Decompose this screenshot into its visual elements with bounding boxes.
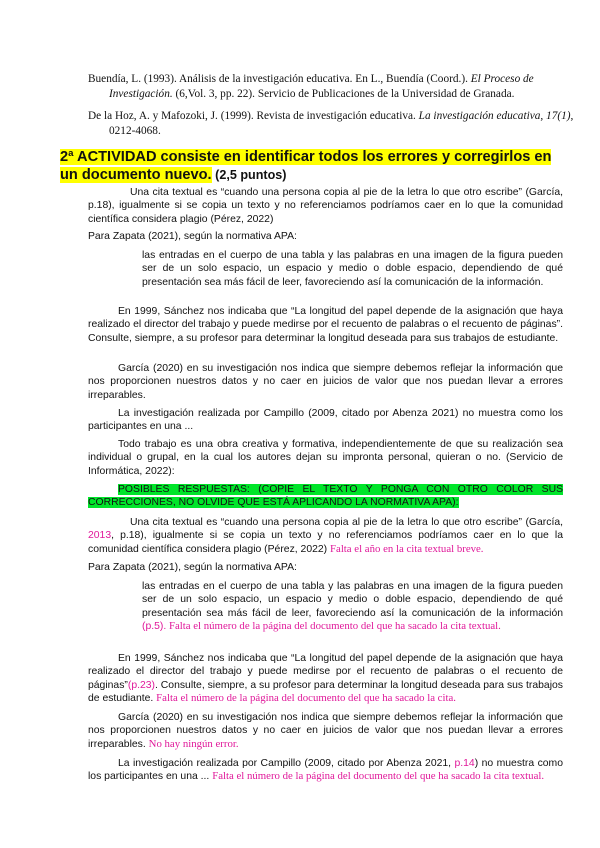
reference-buendia	[88, 72, 587, 102]
original-paragraph-2: Para Zapata (2021), según la normativa APA:	[88, 231, 297, 242]
correction-note: Falta el número de la página del documento del que ha sacado la cita.	[156, 692, 456, 705]
answer-text: Una cita textual es “cuando una persona copia al pie de la letra lo que otro escribe” (García,	[130, 517, 563, 528]
original-block-quote: las entradas en el cuerpo de una tabla y las palabras en una imagen de la figura pueden ser de un solo espacio, un espacio y medio o doble espacio, dependiendo de qué presentación sea más fácil de leer, favoreciendo así la comunicación de la información.	[142, 250, 563, 288]
reference-text: 0212-4068.	[109, 125, 161, 137]
correction-note: No hay ningún error.	[148, 737, 239, 750]
original-paragraph-6: Todo trabajo es una obra creativa y formativa, independientemente de que su realización sea individual o grupal, en la cual los autores dejan su impronta personal, quieran o no. (Servicio de Informática, 2022):	[88, 439, 563, 477]
answer-text: , p.18), igualmente si se copia un texto y no referenciamos podríamos caer en lo que la comunidad científica considera plagio (Pérez, 2022)	[88, 530, 563, 555]
reference-title: El Proceso de Investigación.	[109, 73, 534, 100]
answer-text: ) no muestra como los participantes en una ...	[88, 758, 563, 783]
original-paragraph-5: La investigación realizada por Campillo (2009, citado por Abenza 2021) no muestra como los participantes en una ...	[88, 408, 563, 433]
answer-paragraph-4	[88, 711, 563, 751]
correction-page: (p.23)	[127, 679, 156, 691]
answer-block-quote	[142, 580, 563, 634]
original-paragraph-3: En 1999, Sánchez nos indicaba que “La longitud del papel depende de la asignación que haya realizado el director del trabajo y puede medirse por el recuento de palabras o el recuento de páginas”. Consulte, siempre, a su profesor para determinar la longitud deseada para sus trabajos de estudiante.	[88, 306, 563, 344]
answer-text: La investigación realizada por Campillo (2009, citado por Abenza 2021,	[118, 758, 455, 769]
answer-paragraph-2: Para Zapata (2021), según la normativa APA:	[88, 562, 297, 573]
reference-title: La investigación educativa, 17(1),	[418, 110, 574, 122]
possible-answers-banner	[88, 483, 563, 510]
answer-text: García (2020) en su investigación nos indica que siempre debemos reflejar la información que nos proporcionen nuestros datos y no caer en juicios de valor que nos puedan llevar a errores irreparables.	[88, 712, 563, 750]
reference-text: Buendía, L. (1993). Análisis de la investigación educativa. En L., Buendía (Coord.).	[88, 73, 471, 85]
reference-text: De la Hoz, A. y Mafozoki, J. (1999). Revista de investigación educativa.	[88, 110, 419, 122]
correction-page: p.14	[454, 758, 475, 769]
correction-note: Falta el año en la cita textual breve.	[330, 542, 484, 555]
reference-delahoz	[88, 109, 587, 139]
original-paragraph-4: García (2020) en su investigación nos indica que siempre debemos reflejar la información que nos proporcionen nuestros datos y no caer en juicios de valor que nos puedan llevar a errores irreparables.	[88, 363, 563, 401]
original-paragraph-1: Una cita textual es “cuando una persona copia al pie de la letra lo que otro escribe” (García, p.18), igualmente si se copia un texto y no referenciamos podríamos caer en lo que la comunidad científica considera plagio (Pérez, 2022)	[88, 187, 563, 225]
possible-answers-highlight: POSIBLES RESPUESTAS: (COPIE EL TEXTO Y PONGA CON OTRO COLOR SUS CORRECCIONES, NO OLVIDE QUE ESTÁ APLICANDO LA NORMATIVA APA):	[88, 484, 563, 509]
correction-year: 2013	[88, 530, 112, 542]
answer-paragraph-3	[88, 652, 563, 706]
answer-paragraph-5	[88, 757, 563, 784]
correction-note: Falta el número de la página del documento del que ha sacado la cita textual.	[166, 620, 501, 633]
reference-text: (6,Vol. 3, pp. 22). Servicio de Publicaciones de la Universidad de Granada.	[172, 88, 515, 100]
correction-page: (p.5).	[142, 621, 167, 633]
answer-text: . Consulte, siempre, a su profesor para determinar la longitud deseada para sus trabajos de estudiante.	[88, 679, 563, 705]
answer-text: En 1999, Sánchez nos indicaba que “La longitud del papel depende de la asignación que haya realizado el director del trabajo y puede medirse por el recuento de palabras o el recuento de páginas”	[88, 653, 563, 691]
activity-heading	[60, 149, 570, 184]
answer-text: las entradas en el cuerpo de una tabla y las palabras en una imagen de la figura pueden ser de un solo espacio, un espacio y medio o doble espacio, dependiendo de qué presentación sea más fácil de leer, favoreciendo así la comunicación de la información	[142, 581, 563, 619]
answer-paragraph-1	[88, 516, 563, 556]
activity-heading-main: 2ª ACTIVIDAD consiste en identificar todos los errores y corregirlos en un documento nuevo.	[60, 149, 552, 183]
activity-points: (2,5 puntos)	[211, 167, 287, 182]
correction-note: Falta el número de la página del documento del que ha sacado la cita textual.	[212, 770, 545, 783]
